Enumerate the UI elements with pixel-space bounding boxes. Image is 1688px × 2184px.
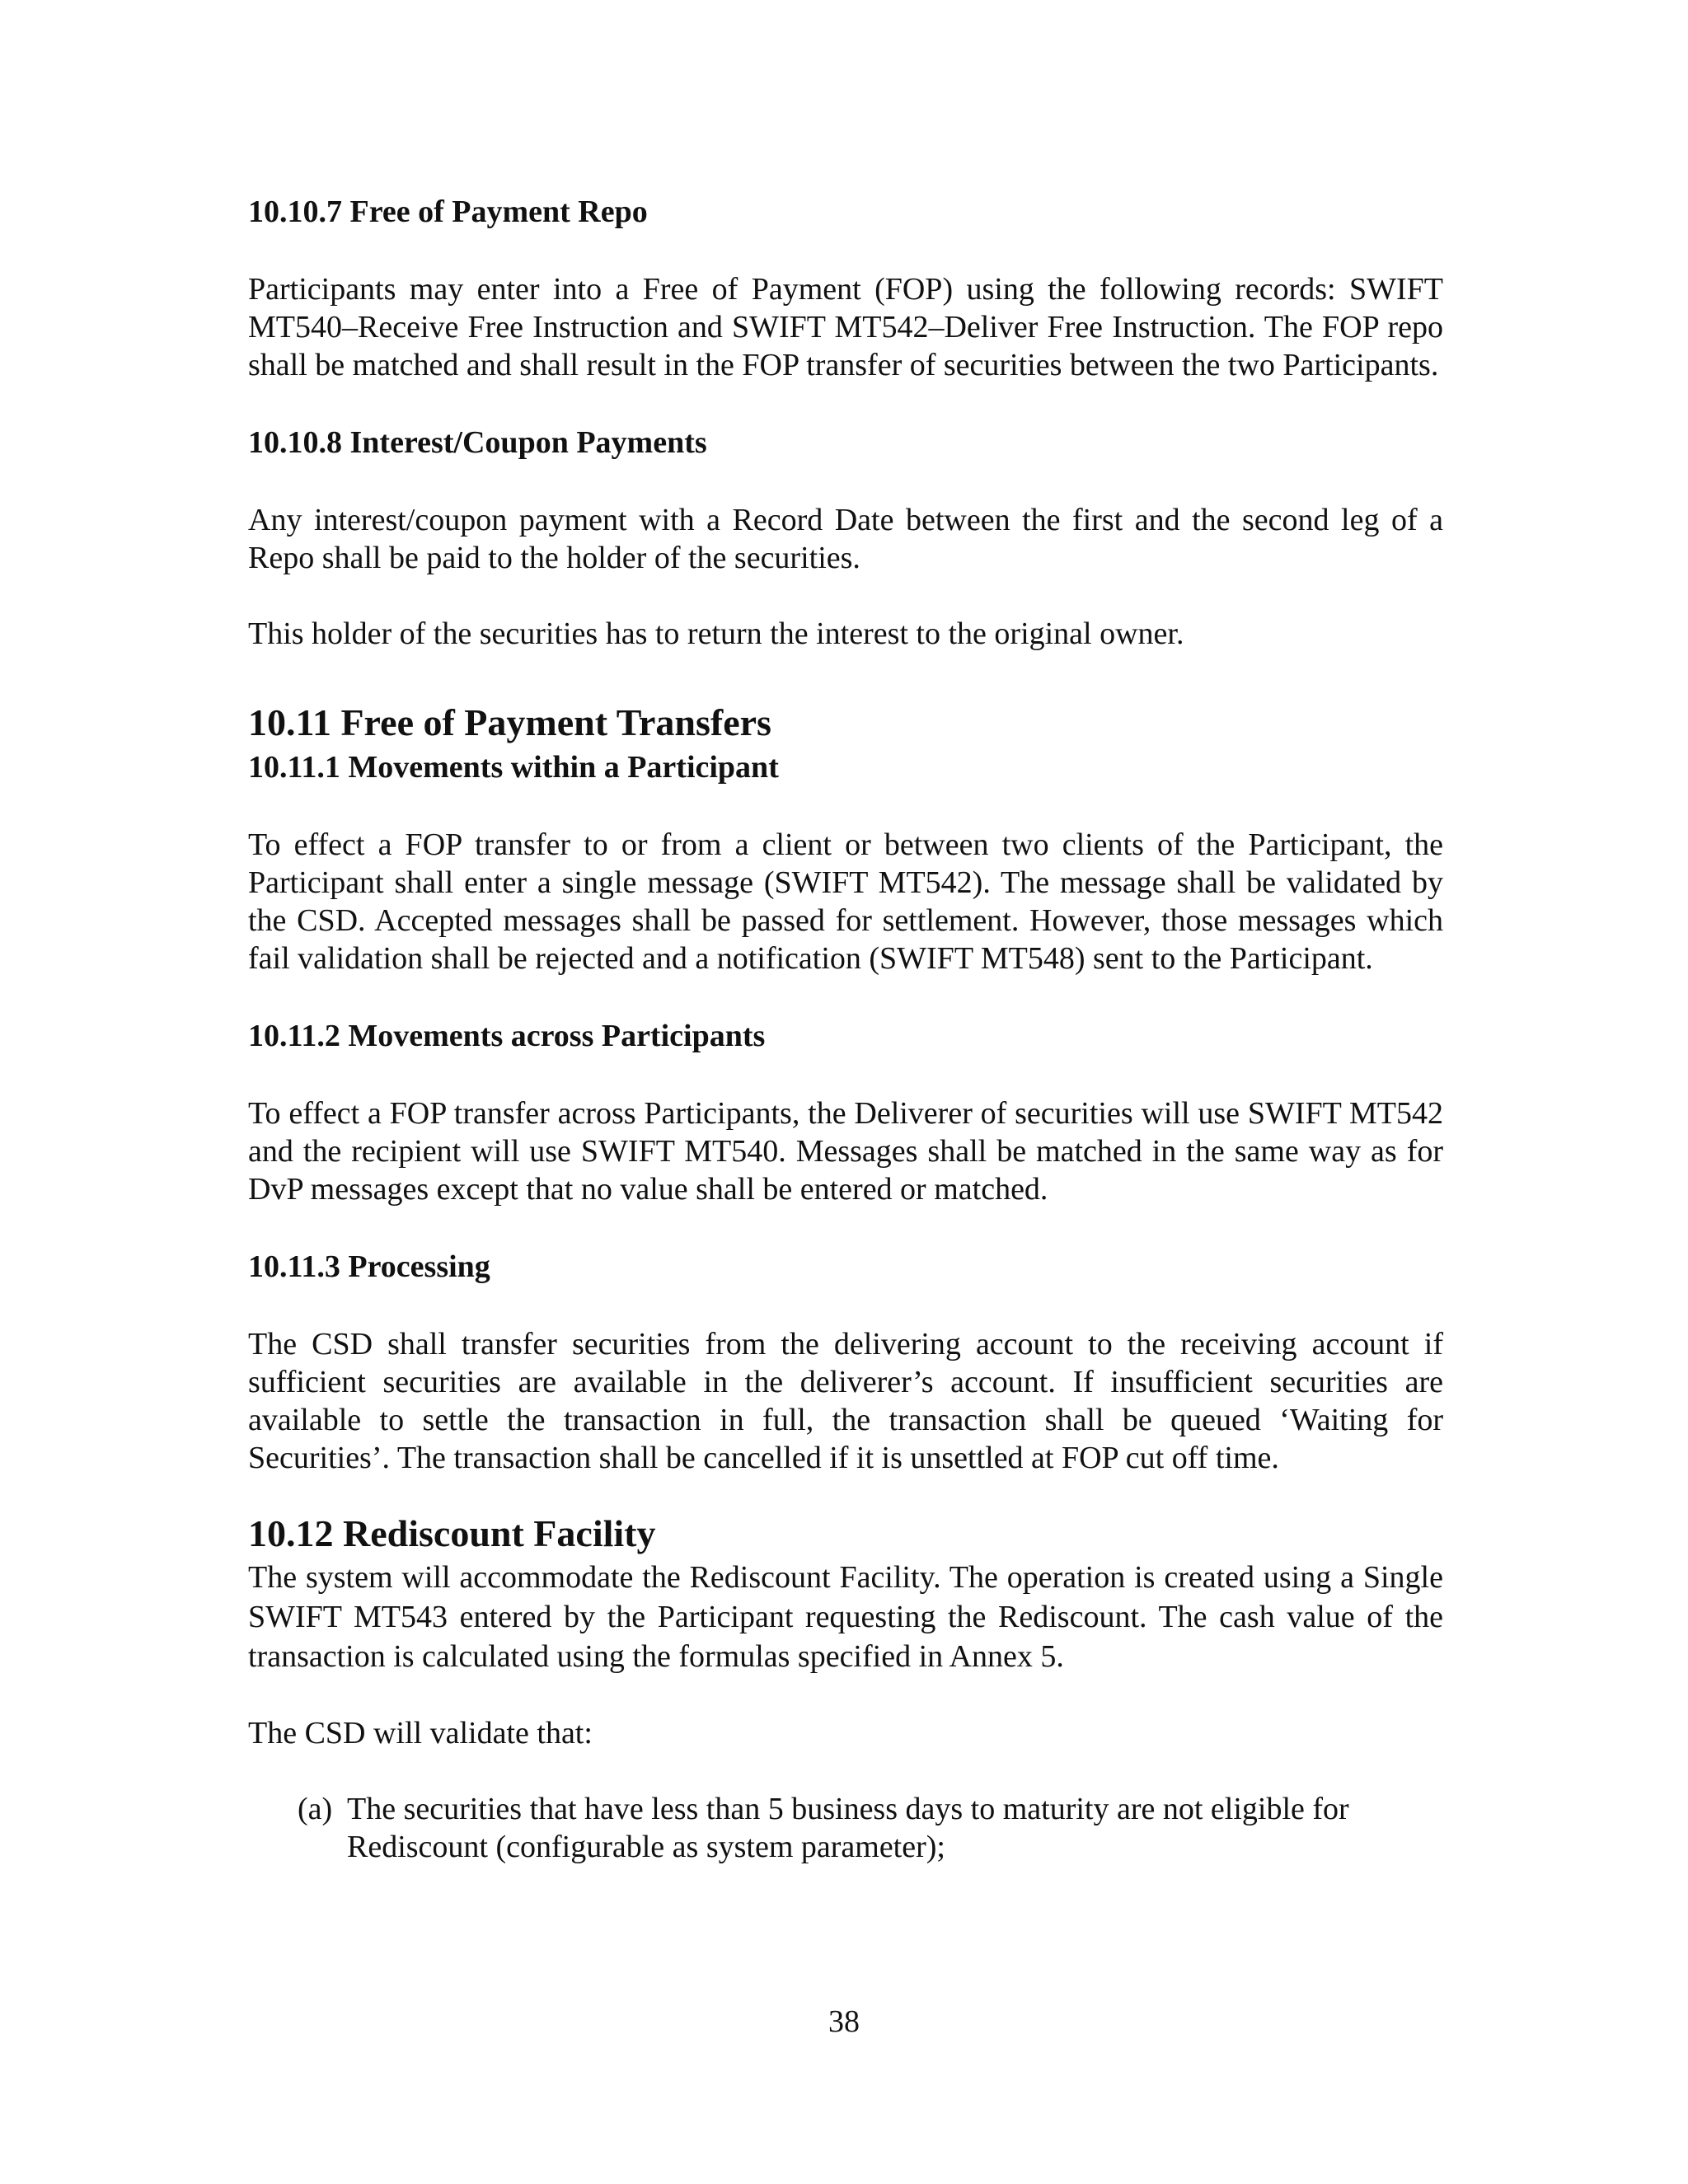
section-heading-10-10-7: 10.10.7 Free of Payment Repo [248,194,648,229]
section-paragraph-rediscount: The system will accommodate the Rediscount Facility. The operation is created using a Single SWIFT MT543 entered by the Participant requesting the Rediscount. The cash value of the transaction is calculated using the formulas specified in Annex 5. [248,1560,1443,1674]
section-heading-10-11-3: 10.11.3 Processing [248,1249,490,1284]
section-paragraph-movements-across: To effect a FOP transfer across Participants, the Deliverer of securities will use SWIFT MT542 and the recipient will use SWIFT MT540. Messages shall be matched in the same way as for DvP messages except that no value shall be entered or matched. [248,1096,1443,1207]
major-heading-10-12: 10.12 Rediscount Facility [248,1512,656,1554]
section-paragraph-interest-1: Any interest/coupon payment with a Record Date between the first and the second leg of a Repo shall be paid to the holder of the securities. [248,503,1443,575]
section-heading-10-11-1: 10.11.1 Movements within a Participant [248,750,779,785]
page-content [248,191,1443,1866]
section-paragraph-fop-repo: Participants may enter into a Free of Payment (FOP) using the following records: SWIFT MT540–Receive Free Instruction and SWIFT MT542–Deliver Free Instruction. The FOP repo shall be matched and shall result in the FOP transfer of securities between the two Participants. [248,272,1443,382]
list-item [298,1790,1402,1866]
list-item-marker: (a) [298,1792,333,1826]
list-item-text: The securities that have less than 5 business days to maturity are not eligible for Rediscount (configurable as system parameter); [347,1792,1349,1864]
section-heading-10-11-2: 10.11.2 Movements across Participants [248,1019,766,1053]
major-heading-10-11: 10.11 Free of Payment Transfers [248,701,771,743]
section-paragraph-processing: The CSD shall transfer securities from the delivering account to the receiving account if sufficient securities are available in the deliverer’s account. If insufficient securities are available to settle the transaction in full, the transaction shall be queued ‘Waiting for Securities’. The transaction shall be cancelled if it is unsettled at FOP cut off time. [248,1327,1443,1475]
section-paragraph-movements-within: To effect a FOP transfer to or from a client or between two clients of the Participant, the Participant shall enter a single message (SWIFT MT542). The message shall be validated by the CSD. Accepted messages shall be passed for settlement. However, those messages which fail validation shall be rejected and a notification (SWIFT MT548) sent to the Participant. [248,827,1443,976]
section-paragraph-interest-2: This holder of the securities has to return the interest to the original owner. [248,616,1184,651]
validation-list [248,1790,1443,1866]
section-heading-10-10-8: 10.10.8 Interest/Coupon Payments [248,425,707,460]
page-number: 38 [828,2004,860,2039]
section-intro-validate: The CSD will validate that: [248,1716,593,1750]
